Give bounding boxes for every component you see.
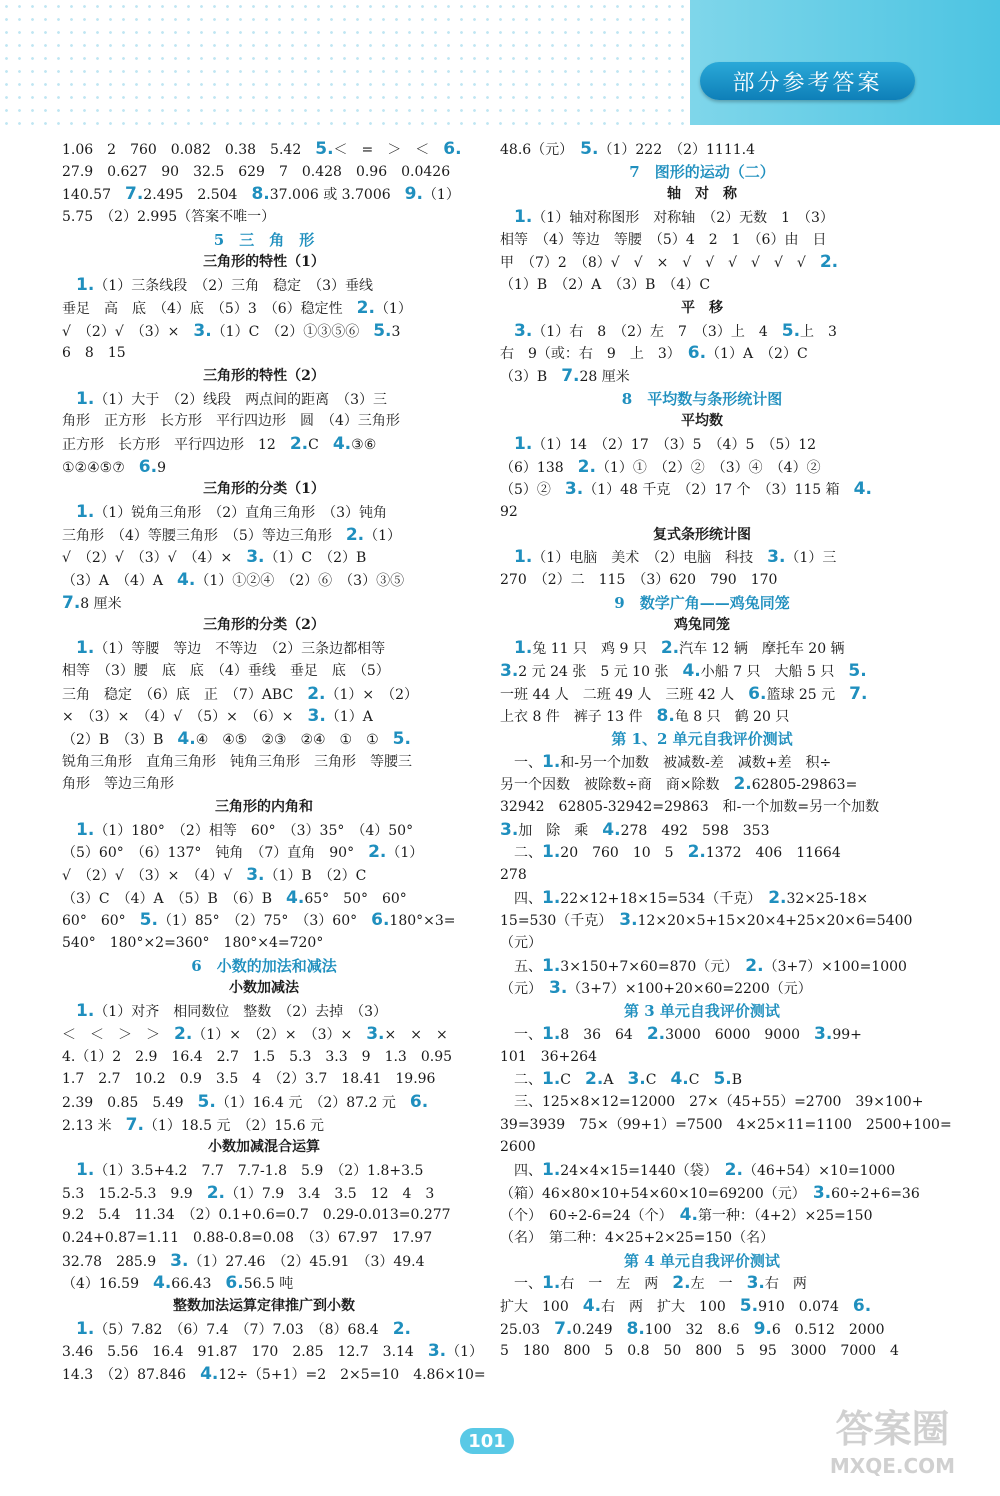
answer-line: × （3）× （4）√ （5）× （6）× 3.（1）A (62, 706, 373, 727)
question-number: 5. (197, 1091, 216, 1112)
answer-line: 270 （2）二 115 （3）620 790 170 (500, 572, 778, 589)
answer-line: 32942 62805-32942=29863 和-一个加数=另一个加数 (500, 798, 880, 815)
question-number: 2. (289, 433, 309, 454)
answer-line: 1.7 2.7 10.2 0.9 3.5 4 （2）3.7 18.41 19.96 (62, 1071, 436, 1088)
answer-line: 1.（1）180° （2）相等 60° （3）35° （4）50° (76, 819, 414, 840)
answer-line: 角形 正方形 长方形 平行四边形 圆 （4）三角形 (62, 413, 400, 430)
answer-line: 6 8 15 (62, 345, 126, 362)
answer-line: √ （2）√ （3）× 3.（1）C （2）①③⑤⑥ 5.3 (62, 320, 401, 341)
answer-line: 1.（1）轴对称图形 对称轴 （2）无数 1 （3） (514, 207, 834, 228)
question-number: 4. (670, 1069, 689, 1090)
answer-line: （3）B 7.28 厘米 (500, 365, 630, 386)
question-number: 1. (514, 638, 533, 659)
answer-line: 1.（1）14 （2）17 （3）5 （4）5 （5）12 (514, 433, 817, 454)
question-number: 3. (307, 706, 326, 727)
answer-line: 2.39 0.85 5.49 5.（1）16.4 元 （2）87.2 元 6. (62, 1091, 429, 1112)
answer-line: （名） 第二种：4×25+2×25=150（名） (500, 1230, 775, 1246)
question-number: 4. (853, 479, 872, 500)
question-number: 2. (174, 1023, 193, 1044)
answer-line: √ （2）√ （3）√ （4）× 3.（1）C （2）B (62, 547, 367, 568)
answer-line: （元） 3.（3+7）×100+20×60=2200（元） (500, 978, 812, 999)
question-number: 6. (443, 139, 462, 159)
answer-line: （3）C （4）A （5）B （6）B 4.65° 50° 60° (62, 887, 407, 908)
question-number: 6. (852, 1296, 872, 1317)
question-number: 3. (564, 479, 584, 500)
question-number: 2. (745, 955, 764, 976)
question-number: 4. (200, 1364, 219, 1385)
answer-line: √ （2）√ （3）× （4）√ 3.（1）B （2）C (62, 865, 367, 885)
question-number: 1. (542, 955, 561, 976)
question-number: 3. (814, 1023, 833, 1044)
answer-line: 一班 44 人 二班 49 人 三班 42 人 6.篮球 25 元 7. (500, 683, 868, 704)
answer-line: 四、1.22×12+18×15=534（千克） 2.32×25-18× (500, 887, 869, 908)
answer-line: （5）② 3.（1）48 千克 （2）17 个 （3）115 箱 4. (500, 479, 872, 500)
question-number: 1. (542, 887, 561, 908)
answer-line: 3.（1）右 8 （2）左 7 （3）上 4 5.上 3 (514, 320, 837, 341)
left-answer-column (62, 138, 486, 1386)
question-number: 3. (627, 1069, 646, 1090)
section-title: 7 图形的运动（二） (629, 162, 775, 181)
section-title: 第 3 单元自我评价测试 (624, 1002, 780, 1021)
question-number: 4. (286, 887, 305, 908)
answer-section-tab: 部分参考答案 (700, 62, 915, 100)
question-number: 2. (356, 297, 375, 318)
subsection-title: 平均数 (681, 413, 723, 430)
question-number: 7. (554, 1318, 573, 1339)
question-number: 3. (500, 819, 519, 840)
answer-line: 锐角三角形 直角三角形 钝角三角形 三角形 等腰三 (62, 753, 412, 770)
answer-line: 一、1.右 一 左 两 2.左 一 3.右 两 (500, 1273, 807, 1294)
answer-line: 相等 （4）等边 等腰 （5）4 2 1 （6）由 日 (500, 231, 827, 248)
question-number: 4. (177, 728, 196, 749)
answer-line: 5.3 15.2-5.3 9.9 2.（1）7.9 3.4 3.5 12 4 3 (62, 1182, 435, 1203)
watermark-top: 答案圈 (835, 1407, 950, 1451)
answer-line: 7.8 厘米 (62, 592, 122, 613)
question-number: 9. (404, 184, 423, 205)
question-number: 8. (626, 1318, 645, 1339)
answer-line: 一、1.和-另一个加数 被减数-差 减数+差 积÷ (500, 751, 832, 772)
question-number: 4. (679, 1205, 698, 1226)
answer-line: 角形 等边三角形 (62, 776, 174, 793)
answer-line: 一、1.8 36 64 2.3000 6000 9000 3.99+ (500, 1023, 862, 1044)
answer-line: 3.加 除 乘 4.278 492 598 353 (500, 819, 770, 840)
question-number: 2. (768, 887, 787, 908)
question-number: 1. (542, 842, 561, 863)
question-number: 3. (746, 1273, 765, 1294)
answer-line: 正方形 长方形 平行四边形 12 2.C 4.③⑥ (62, 433, 377, 454)
question-number: 1. (542, 1159, 561, 1180)
answer-line: 二、1.20 760 10 5 2.1372 406 11664 (500, 842, 841, 863)
question-number: 1. (76, 638, 95, 659)
question-number: 8. (251, 184, 270, 205)
answer-line: 三角形 （4）等腰三角形 （5）等边三角形 2.（1） (62, 524, 402, 545)
question-number: 1. (76, 388, 95, 409)
question-number: 1. (76, 1159, 95, 1180)
subsection-title: 复式条形统计图 (653, 526, 751, 543)
answer-line: 四、1.24×4×15=1440（袋） 2.（46+54）×10=1000 (500, 1159, 896, 1180)
answer-line: （3）A （4）A 4.（1）①②④ （2）⑥ （3）③⑤ (62, 570, 405, 591)
subsection-title: 三角形的特性（2） (203, 367, 325, 384)
answer-line: ＜ ＜ ＞ ＞ 2.（1）× （2）× （3）× 3.× × × (62, 1023, 448, 1044)
question-number: 3. (170, 1250, 189, 1271)
question-number: 8. (656, 706, 675, 727)
answer-line: 1.（1）电脑 美术 （2）电脑 科技 3.（1）三 (514, 547, 837, 568)
answer-line: 另一个因数 被除数÷商 商×除数 2.62805-29863= (500, 774, 858, 795)
answer-line: 三、125×8×12=12000 27×（45+55）=2700 39×100+ (500, 1093, 924, 1110)
answer-line: 3.46 5.56 16.4 91.87 170 2.85 12.7 3.14 3.（1） (62, 1341, 484, 1362)
watermark-bottom: MXQE.COM (829, 1454, 956, 1478)
question-number: 2. (206, 1182, 225, 1203)
answer-line: 3.2 元 24 张 5 元 10 张 4.小船 7 只 大船 5 只 5. (500, 660, 867, 681)
answer-line: （元） (500, 935, 542, 952)
section-title: 9 数学广角——鸡兔同笼 (614, 593, 790, 612)
answer-line: 4.（1）2 2.9 16.4 2.7 1.5 5.3 3.3 9 1.3 0.95 (62, 1048, 453, 1065)
answer-line: 1.（1）大于 （2）线段 两点间的距离 （3）三 (76, 388, 388, 409)
question-number: 5. (781, 320, 801, 341)
answer-line: 1.（1）对齐 相同数位 整数 （2）去掉 （3） (76, 1001, 388, 1022)
question-number: 1. (542, 751, 561, 772)
answer-line: ①②④⑤⑦ 6.9 (62, 456, 166, 477)
right-answer-column (500, 138, 952, 1363)
question-number: 3. (767, 547, 786, 568)
answer-line: （5）60° （6）137° 钝角 （7）直角 90° 2.（1） (62, 842, 424, 863)
question-number: 3. (812, 1182, 832, 1203)
answer-line: 甲 （7）2 （8）√ √ × √ √ √ √ √ √ 2. (500, 252, 839, 273)
question-number: 7. (125, 184, 144, 205)
question-number: 2. (368, 842, 387, 863)
question-number: 2. (687, 842, 706, 863)
answer-line: 三角 稳定 （6）底 正 （7）ABC 2.（1）× （2） (62, 683, 419, 704)
answer-line: 二、1.C 2.A 3.C 4.C 5.B (500, 1069, 743, 1090)
answer-line: 14.3 （2）87.846 4.12÷（5+1）=2 2×5=10 4.86×10= (62, 1364, 486, 1385)
subsection-title: 整数加法运算定律推广到小数 (173, 1298, 355, 1315)
subsection-title: 小数加减混合运算 (208, 1139, 320, 1156)
subsection-title: 三角形的分类（2） (203, 617, 325, 634)
answer-line: 48.6（元） 5.（1）222 （2）1111.4 (500, 139, 755, 159)
answer-line: 60° 60° 5.（1）85° （2）75° （3）60° 6.180°×3= (62, 910, 456, 931)
question-number: 5. (392, 728, 411, 749)
section-title: 第 4 单元自我评价测试 (624, 1251, 780, 1270)
page-number: 101 (460, 1428, 514, 1454)
answer-line: （4）16.59 4.66.43 6.56.5 吨 (62, 1273, 294, 1294)
subsection-title: 三角形的特性（1） (203, 254, 325, 271)
answer-line: 0.24+0.87=1.11 0.88-0.8=0.08 （3）67.97 17.97 (62, 1230, 433, 1246)
question-number: 4. (602, 819, 621, 840)
question-number: 2. (660, 638, 680, 659)
question-number: 3. (619, 910, 638, 931)
question-number: 4. (153, 1273, 172, 1294)
answer-line: 27.9 0.627 90 32.5 629 7 0.428 0.96 0.0426 (62, 163, 451, 180)
question-number: 1. (542, 1023, 561, 1044)
answer-line: 101 36+264 (500, 1048, 597, 1065)
question-number: 2. (724, 1159, 743, 1180)
subsection-title: 小数加减法 (229, 980, 299, 997)
question-number: 3. (500, 660, 519, 681)
question-number: 5. (713, 1069, 732, 1090)
question-number: 1. (76, 819, 95, 840)
question-number: 7. (62, 592, 81, 613)
subsection-title: 轴 对 称 (667, 186, 737, 203)
question-number: 1. (76, 275, 95, 296)
answer-line: 5.75 （2）2.995（答案不唯一） (62, 209, 276, 226)
question-number: 5. (580, 139, 599, 159)
answer-line: 92 (500, 504, 518, 520)
question-number: 1. (76, 1001, 95, 1022)
question-number: 2. (819, 252, 839, 273)
question-number: 5. (373, 320, 392, 341)
question-number: 6. (409, 1091, 429, 1112)
question-number: 5. (139, 910, 158, 931)
subsection-title: 三角形的分类（1） (203, 481, 325, 498)
answer-line: 1.（5）7.82 （6）7.4 （7）7.03 （8）68.4 2. (76, 1318, 412, 1339)
question-number: 3. (246, 547, 265, 568)
question-number: 2. (672, 1273, 691, 1294)
answer-line: （个） 60÷2-6=24（个） 4.第一种：（4+2）×25=150 (500, 1205, 873, 1226)
question-number: 2. (307, 683, 326, 704)
question-number: 1. (542, 1069, 561, 1090)
answer-line: 39=3939 75×（99+1）=7500 4×25×11=1100 2500+100= (500, 1116, 952, 1133)
question-number: 6. (371, 910, 390, 931)
answer-line: 五、1.3×150+7×60=870（元） 2.（3+7）×100=1000 (500, 955, 907, 976)
question-number: 2. (585, 1069, 604, 1090)
watermark (800, 1405, 985, 1487)
question-number: 2. (345, 524, 365, 545)
answer-line: 2.13 米 7.（1）18.5 元 （2）15.6 元 (62, 1114, 324, 1135)
subsection-title: 三角形的内角和 (215, 798, 313, 815)
section-title: 8 平均数与条形统计图 (621, 389, 783, 408)
question-number: 3. (514, 320, 533, 341)
answer-line: 1.（1）三条线段 （2）三角 稳定 （3）垂线 (76, 275, 374, 296)
answer-line: 25.03 7.0.249 8.100 32 8.6 9.6 0.512 2000 (500, 1318, 885, 1339)
question-number: 4. (582, 1296, 602, 1317)
answer-line: 2600 (500, 1139, 536, 1156)
question-number: 1. (514, 547, 533, 568)
question-number: 6. (138, 456, 158, 477)
answer-line: 32.78 285.9 3.（1）27.46 （2）45.91 （3）49.4 (62, 1250, 425, 1271)
answer-line: 9.2 5.4 11.34 （2）0.1+0.6=0.7 0.29-0.013=0.277 (62, 1207, 451, 1224)
answer-line: 1.兔 11 只 鸡 9 只 2.汽车 12 辆 摩托车 20 辆 (514, 638, 845, 659)
section-title: 5 三 角 形 (213, 230, 315, 249)
answer-line: 15=530（千克） 3.12×20×5+15×20×4+25×20×6=5400 (500, 910, 913, 931)
question-number: 3. (193, 320, 212, 341)
question-number: 1. (514, 433, 533, 454)
answer-line: （2）B （3）B 4.④ ④⑤ ②③ ②④ ① ① 5. (62, 728, 411, 749)
question-number: 1. (542, 1273, 561, 1294)
answer-line: 相等 （3）腰 底 底 （4）垂线 垂足 底 （5） (62, 662, 390, 679)
answer-line: 278 (500, 867, 527, 883)
question-number: 1. (76, 502, 95, 522)
subsection-title: 鸡兔同笼 (674, 617, 730, 634)
question-number: 6. (687, 343, 707, 364)
question-number: 5. (739, 1296, 759, 1317)
question-number: 6. (748, 683, 767, 704)
answer-line: （1）B （2）A （3）B （4）C (500, 277, 711, 294)
answer-line: 5 180 800 5 0.8 50 800 5 95 3000 7000 4 (500, 1343, 899, 1360)
answer-line: 1.（1）等腰 等边 不等边 （2）三条边都相等 (76, 638, 386, 659)
question-number: 7. (125, 1114, 144, 1135)
question-number: 4. (177, 570, 196, 591)
section-title: 第 1、2 单元自我评价测试 (611, 729, 793, 748)
subsection-title: 平 移 (681, 299, 723, 316)
answer-line: （箱）46×80×10+54×60×10=69200（元） 3.60÷2+6=36 (500, 1182, 920, 1203)
answer-line: 1.06 2 760 0.082 0.38 5.42 5.＜ = ＞ ＜ 6. (62, 139, 462, 159)
question-number: 3. (549, 978, 568, 999)
question-number: 3. (246, 865, 265, 885)
question-number: 3. (366, 1023, 385, 1044)
question-number: 7. (849, 683, 868, 704)
answer-line: （6）138 2.（1）① （2）② （3）④ （4）② (500, 456, 821, 477)
answer-line: 右 9（或：右 9 上 3） 6.（1）A （2）C (500, 343, 808, 364)
question-number: 5. (315, 139, 334, 159)
question-number: 4. (332, 433, 352, 454)
question-number: 4. (682, 660, 701, 681)
answer-line: 垂足 高 底 （4）底 （5）3 （6）稳定性 2.（1） (62, 297, 412, 318)
section-title: 6 小数的加法和减法 (191, 956, 337, 975)
question-number: 1. (76, 1318, 95, 1339)
answer-line: 140.57 7.2.495 2.504 8.37.006 或 3.7006 9.（1） (62, 184, 460, 205)
dot-pattern-background (0, 0, 700, 125)
question-number: 2. (733, 774, 752, 795)
answer-line: 1.（1）锐角三角形 （2）直角三角形 （3）钝角 (76, 502, 388, 522)
answer-line: 上衣 8 件 裤子 13 件 8.龟 8 只 鹤 20 只 (500, 706, 790, 727)
answer-line: 540° 180°×2=360° 180°×4=720° (62, 935, 324, 952)
question-number: 6. (225, 1273, 244, 1294)
question-number: 2. (577, 456, 596, 477)
answer-line: 1.（1）3.5+4.2 7.7 7.7-1.8 5.9 （2）1.8+3.5 (76, 1159, 424, 1180)
answer-line: 扩大 100 4.右 两 扩大 100 5.910 0.074 6. (500, 1296, 872, 1317)
question-number: 2. (646, 1023, 666, 1044)
question-number: 7. (561, 365, 580, 386)
question-number: 3. (427, 1341, 447, 1362)
question-number: 5. (848, 660, 867, 681)
question-number: 2. (392, 1318, 412, 1339)
question-number: 9. (753, 1318, 772, 1339)
question-number: 1. (514, 207, 533, 228)
